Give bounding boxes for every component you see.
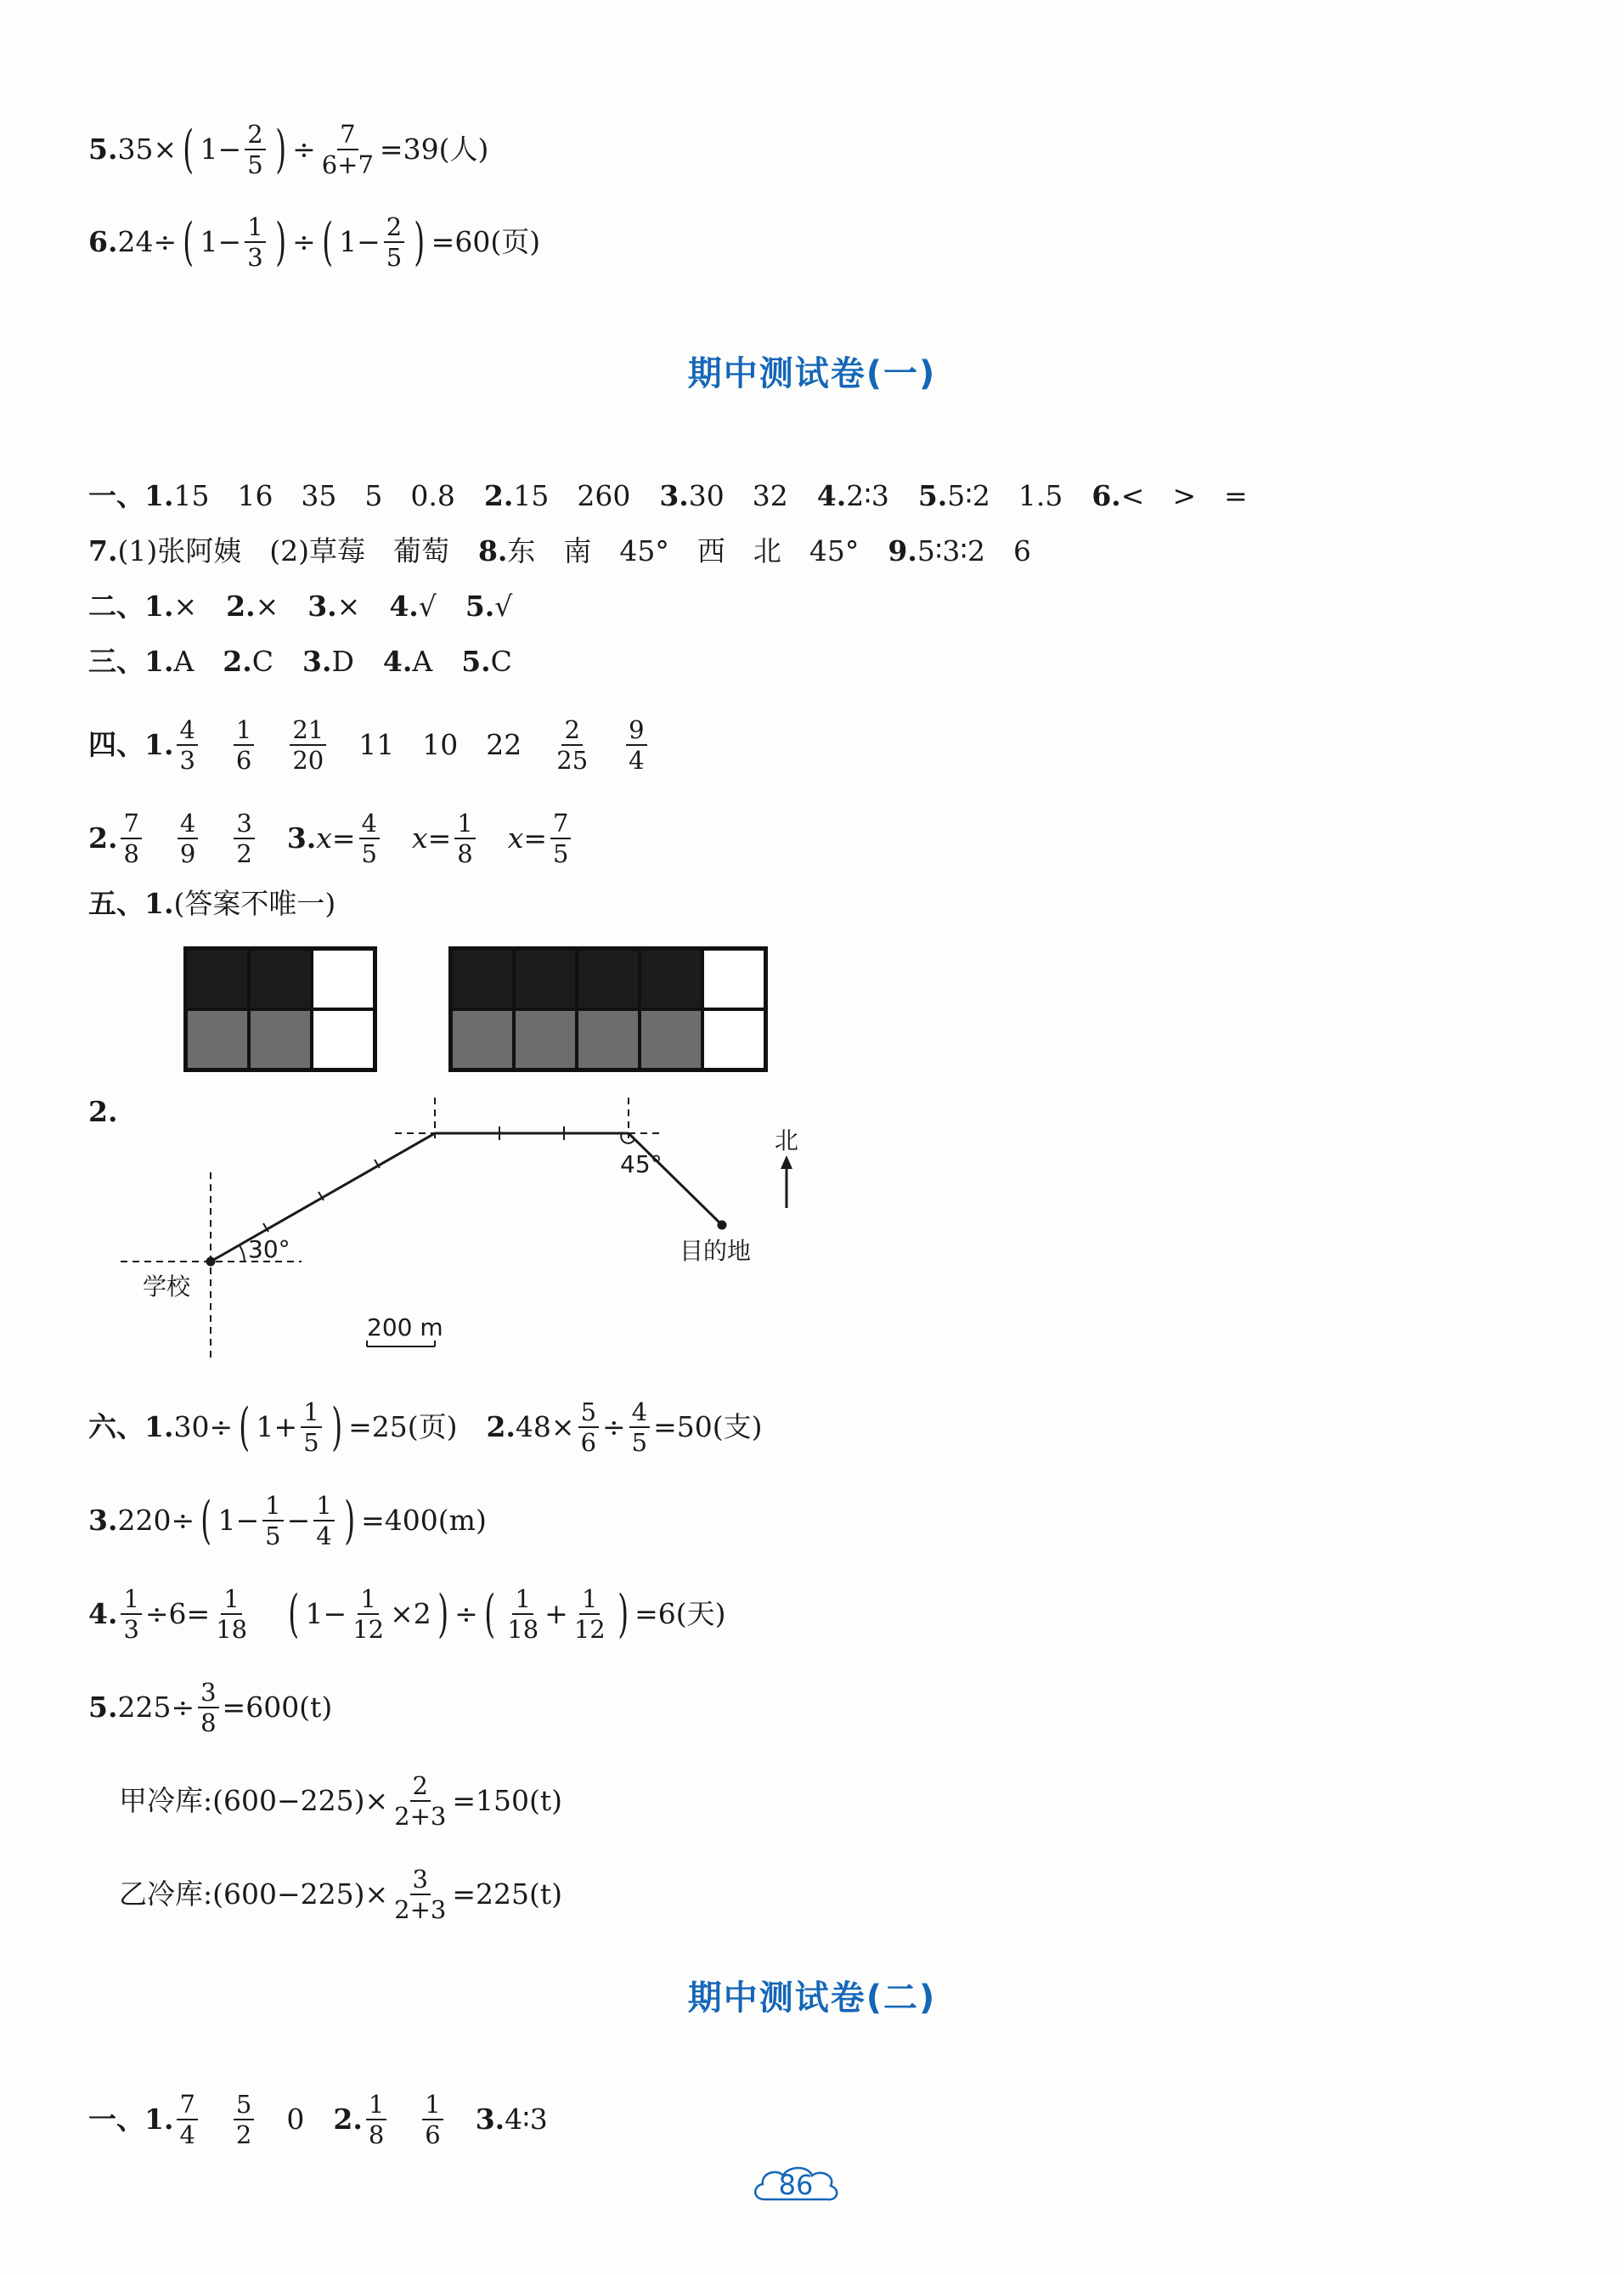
answer-row: 2. $\frac{7}{8}$ $\frac{4}{9}$ $\frac{3}{2}$ 3. x = $\frac{4}{5}$ x = $\frac{1}{8}$ x = $\frac{7}{5}$ xyxy=(88,809,574,868)
angle-45-label: 45° xyxy=(620,1150,663,1178)
answer-row: 四、 1. $\frac{4}{3}$ $\frac{1}{6}$ $\frac{21}{20}$ 11 10 22 $\frac{2}{25}$ $\frac{9}{4}$ xyxy=(88,715,651,775)
answer-row: 7. (1)张阿姨 (2)草莓 葡萄 8. 东 南 45° 西 北 45° 9. 5∶3∶2 6 xyxy=(88,534,1032,567)
angle-30-label: 30° xyxy=(248,1235,290,1263)
item-number: 5. xyxy=(88,133,118,166)
destination-point xyxy=(718,1221,726,1229)
answer-line-6: 6. 24÷ ( 1− $\frac{1}{3}$ ) ÷ ( 1− $\frac{2}{5}$ ) =60(页) xyxy=(88,212,541,272)
fraction: $\frac{7}{6+7}$ xyxy=(321,120,374,179)
route-segment-3 xyxy=(629,1133,722,1225)
north-label: 北 xyxy=(775,1126,799,1154)
answer-row: 4. $\frac{1}{3}$ ÷6= $\frac{1}{18}$ ( 1− $\frac{1}{12}$ ×2 ) ÷ ( $\frac{1}{18}$ + $\frac{1}{12}$ ) =6(天) xyxy=(88,1584,726,1644)
shaded-grid-right xyxy=(448,946,768,1072)
answer-row: 三、 1. A 2. C 3. D 4. A 5. C xyxy=(88,645,512,678)
answer-row: 二、 1. × 2. × 3. × 4. √ 5. √ xyxy=(88,590,513,623)
page-number: 86 xyxy=(749,2162,843,2210)
answer-row: 六、 1. 30÷ ( 1+ $\frac{1}{5}$ ) =25(页) 2. 48× $\frac{5}{6}$ ÷ $\frac{4}{5}$ =50(支) xyxy=(88,1397,763,1457)
answer-row: 五、 1. (答案不唯一) xyxy=(88,887,336,920)
answer-row: 乙冷库:(600−225)× $\frac{3}{2+3}$ =225(t) xyxy=(119,1865,563,1924)
section-title: 期中测试卷(二) xyxy=(687,1979,937,2018)
answer-row: 甲冷库:(600−225)× $\frac{2}{2+3}$ =150(t) xyxy=(119,1771,563,1831)
school-point xyxy=(206,1257,215,1266)
school-label: 学校 xyxy=(143,1273,191,1301)
shaded-grid-left xyxy=(183,946,377,1072)
route-diagram xyxy=(110,1087,841,1368)
answer-row: 5. 225÷ $\frac{3}{8}$ =600(t) xyxy=(88,1678,333,1737)
answer-row: 一、 1. $\frac{7}{4}$ $\frac{5}{2}$ 0 2. $\frac{1}{8}$ $\frac{1}{6}$ 3. 4∶3 xyxy=(88,2090,548,2149)
answer-row: 3. 220÷ ( 1− $\frac{1}{5}$ − $\frac{1}{4}$ ) =400(m) xyxy=(88,1491,487,1550)
section-title: 期中测试卷(一) xyxy=(687,354,937,393)
fraction: $\frac{2}{5}$ xyxy=(245,120,265,179)
answer-row: 一、 1. 15 16 35 5 0.8 2. 15 260 3. 30 32 4. 2∶3 5. 5∶2 1.5 6. < > = xyxy=(88,479,1248,512)
answer-line-5: 5. 35× ( 1− $\frac{2}{5}$ ) ÷ $\frac{7}{6+7}$ =39(人) xyxy=(88,120,489,179)
scale-label: 200 m xyxy=(367,1313,443,1341)
answer-row: 2. xyxy=(88,1095,118,1128)
destination-label: 目的地 xyxy=(679,1237,752,1265)
